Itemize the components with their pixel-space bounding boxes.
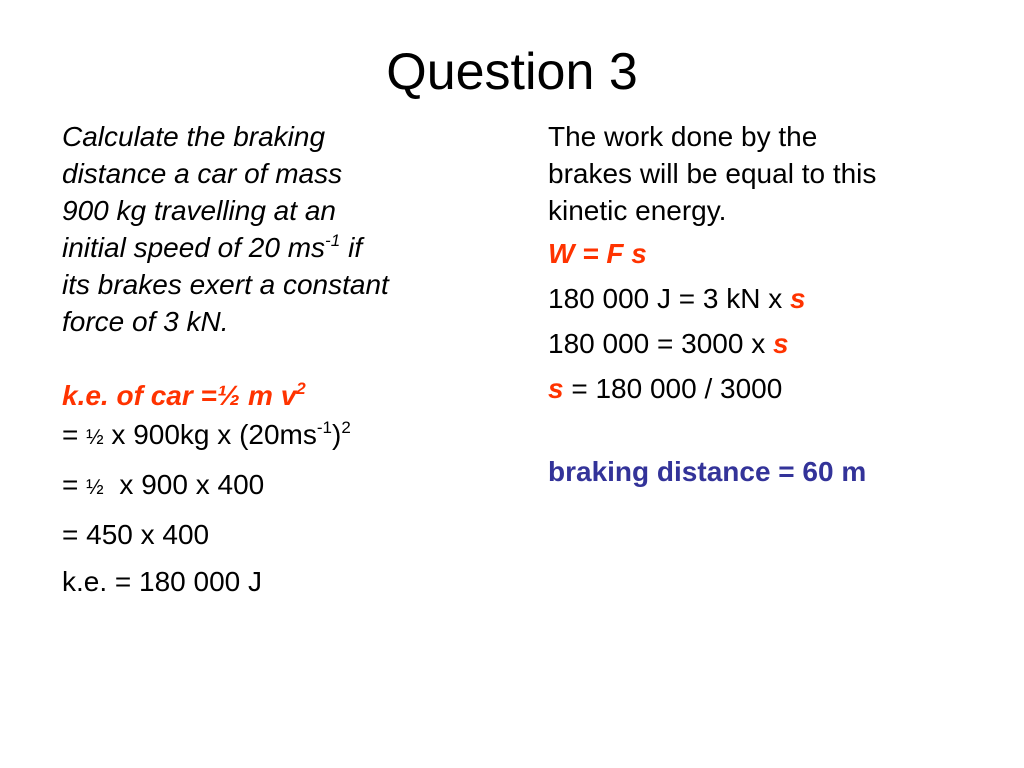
- step-text: x 900kg x (20ms: [103, 419, 317, 450]
- explanation-line: The work done by the: [548, 121, 818, 152]
- explanation-text: [548, 118, 988, 229]
- step-text: x 900 x 400: [111, 469, 265, 500]
- step-exponent: 2: [341, 418, 351, 437]
- question-line: Calculate the braking: [62, 121, 326, 152]
- explanation-line: brakes will be equal to this: [548, 158, 877, 189]
- question-line-text: initial speed of 20 ms: [62, 232, 326, 263]
- question-line: distance a car of mass: [62, 158, 343, 189]
- step-exponent: -1: [316, 418, 332, 437]
- equation-text: 180 000 = 3000 x: [548, 328, 773, 359]
- calc-step-3: = 450 x 400: [62, 519, 210, 550]
- final-answer: braking distance = 60 m: [548, 456, 867, 487]
- work-equation-3: [548, 370, 988, 407]
- equation-text: 180 000 J = 3 kN x: [548, 283, 791, 314]
- distance-variable: s: [548, 373, 564, 404]
- work-formula: W = F s: [548, 238, 647, 269]
- step-text: ): [331, 419, 342, 450]
- question-line: [62, 229, 482, 266]
- kinetic-energy-formula: [62, 376, 482, 416]
- calc-step-1: [62, 416, 482, 456]
- distance-variable: s: [772, 328, 789, 359]
- right-column: [548, 118, 988, 490]
- question-line: 900 kg travelling at an: [62, 195, 336, 226]
- calc-step-4: k.e. = 180 000 J: [62, 566, 263, 597]
- equation-text: = 180 000 / 3000: [563, 373, 783, 404]
- step-text: =: [62, 469, 87, 500]
- half-fraction: ½: [86, 426, 104, 449]
- left-column: [62, 118, 482, 600]
- question-line-tail: if: [348, 232, 363, 263]
- question-line: force of 3 kN.: [62, 306, 229, 337]
- speed-unit-exponent: -1: [325, 231, 341, 250]
- explanation-line: kinetic energy.: [548, 195, 727, 226]
- slide-title: Question 3: [386, 43, 638, 101]
- ke-formula-rest: m v: [248, 380, 297, 411]
- calc-step-2: [62, 466, 482, 506]
- question-line: its brakes exert a constant: [62, 269, 389, 300]
- ke-formula-half: ½: [216, 380, 241, 411]
- question-text: [62, 118, 482, 340]
- ke-formula-text: k.e. of car =: [62, 380, 217, 411]
- ke-formula-exponent: 2: [296, 379, 306, 398]
- step-text: =: [62, 419, 87, 450]
- work-equation-1: [548, 280, 988, 317]
- work-equation-2: [548, 325, 988, 362]
- distance-variable: s: [790, 283, 806, 314]
- half-fraction: ½: [86, 476, 104, 499]
